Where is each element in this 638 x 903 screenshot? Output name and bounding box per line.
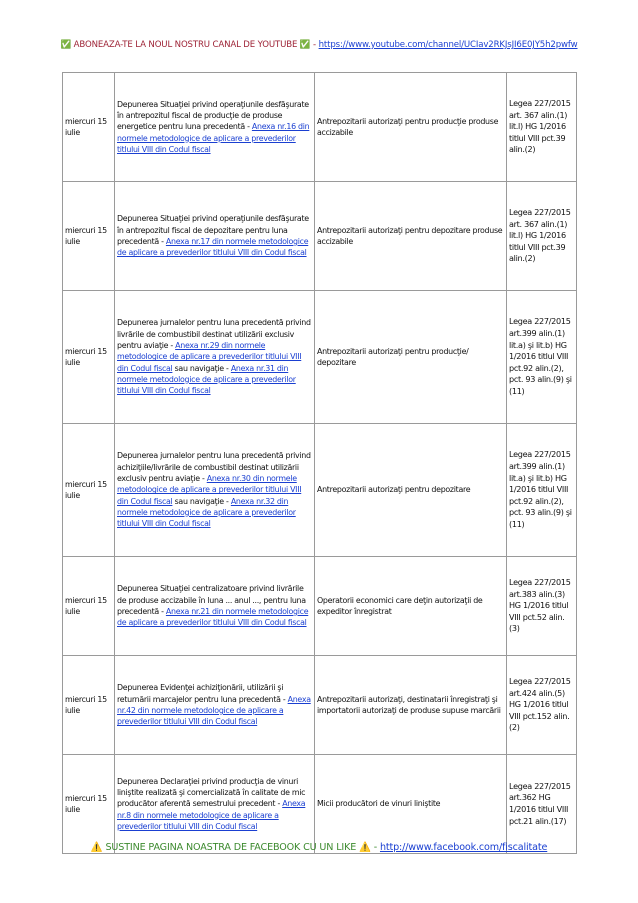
legal-basis-cell: Legea 227/2015 art.424 alin.(5) HG 1/2016 titlul VIII pct.152 alin.(2) (507, 656, 577, 755)
annex-link[interactable]: Anexa nr.8 din normele metodologice de aplicare a prevederilor titlului VIII din Codul fiscal (117, 799, 306, 831)
date-cell: miercuri 15 iulie (63, 182, 115, 291)
legal-basis-cell: Legea 227/2015 art. 367 alin.(1) lit.l) HG 1/2016 titlul VIII pct.39 alin.(2) (507, 182, 577, 291)
table-row (63, 755, 577, 854)
date-cell: miercuri 15 iulie (63, 73, 115, 182)
obligation-cell (115, 656, 315, 755)
taxpayer-cell: Operatorii economici care deţin autorizaţii de expeditor înregistrat (315, 557, 507, 656)
checkmark-icon: ✅ (60, 40, 72, 50)
facebook-page-link[interactable]: http://www.facebook.com/fiscalitate (379, 842, 548, 853)
fiscal-calendar-table (62, 72, 577, 854)
obligation-cell (115, 73, 315, 182)
obligation-text: Depunerea Evidenţei achiziţionării, utilizării şi returnării marcajelor pentru luna precedentă - (117, 683, 288, 704)
taxpayer-cell: Antrepozitarii autorizaţi pentru producţie produse accizabile (315, 73, 507, 182)
annex-link-secondary[interactable]: Anexa nr.31 din normele metodologice de aplicare a prevederilor titlului VIII din Codul fiscal (117, 363, 296, 396)
banner-separator: - (373, 842, 380, 853)
annex-link[interactable]: Anexa nr.30 din normele metodologice de aplicare a prevederilor titlului VIII din Codul fiscal (117, 474, 302, 506)
taxpayer-cell: Antrepozitarii autorizaţi pentru producţie/ depozitare (315, 291, 507, 424)
obligation-cell (115, 557, 315, 656)
date-cell: miercuri 15 iulie (63, 656, 115, 755)
taxpayer-cell: Micii producători de vinuri liniştite (315, 755, 507, 854)
taxpayer-cell: Antrepozitarii autorizaţi, destinatarii înregistraţi şi importatorii autorizaţi de produse supuse marcării (315, 656, 507, 755)
banner-separator: - (313, 40, 319, 50)
legal-basis-cell: Legea 227/2015 art.362 HG 1/2016 titlul VIII pct.21 alin.(17) (507, 755, 577, 854)
annex-link[interactable]: Anexa nr.29 din normele metodologice de aplicare a prevederilor titlului VIII din Codul fiscal (117, 341, 302, 373)
table-row (63, 424, 577, 557)
legal-basis-cell: Legea 227/2015 art.399 alin.(1) lit.a) şi lit.b) HG 1/2016 titlul VIII pct.92 alin.(2), pct. 93 alin.(9) şi (11) (507, 424, 577, 557)
obligation-text: Depunerea Situaţiei centralizatoare privind livrările de produse accizabile în luna ... anul ..., pentru luna precedentă - (117, 584, 306, 616)
legal-basis-cell: Legea 227/2015 art. 367 alin.(1) lit.l) HG 1/2016 titlul VIII pct.39 alin.(2) (507, 73, 577, 182)
table-row (63, 73, 577, 182)
annex-link[interactable]: Anexa nr.17 din normele metodologice de aplicare a prevederilor titlului VIII din Codul fiscal (117, 237, 309, 258)
date-cell: miercuri 15 iulie (63, 755, 115, 854)
facebook-banner (0, 842, 638, 853)
obligation-text: Depunerea jurnalelor pentru luna precedentă privind achiziţiile/livrările de combustibil destinat utilizării exclusiv pentru aviaţie - (117, 451, 311, 484)
youtube-channel-link[interactable]: https://www.youtube.com/channel/UCIav2RKJsJI6E0JY5h2pwfw (318, 40, 578, 50)
table-row (63, 182, 577, 291)
warning-icon: ⚠️ (359, 842, 371, 853)
obligation-cell (115, 291, 315, 424)
annex-link-secondary[interactable]: Anexa nr.32 din normele metodologice de aplicare a prevederilor titlului VIII din Codul fiscal (117, 496, 296, 529)
obligation-text: Depunerea Declaraţiei privind producţia de vinuri liniştite realizată şi comercializată în calitate de mic producător aferentă semestrului precedent - (117, 776, 306, 809)
taxpayer-cell: Antrepozitarii autorizaţi pentru depozitare (315, 424, 507, 557)
annex-link[interactable]: Anexa nr.21 din normele metodologice de aplicare a prevederilor titlului VIII din Codul fiscal (117, 607, 309, 628)
youtube-banner-text: ABONEAZA-TE LA NOUL NOSTRU CANAL DE YOUTUBE (73, 40, 298, 50)
date-cell: miercuri 15 iulie (63, 557, 115, 656)
date-cell: miercuri 15 iulie (63, 291, 115, 424)
obligation-cell (115, 755, 315, 854)
obligation-text: Depunerea Situaţiei privind operaţiunile desfăşurate în antrepozitul fiscal de producţie de produse energetice pentru luna precedentă - (117, 99, 309, 132)
checkmark-icon: ✅ (299, 40, 311, 50)
obligation-cell (115, 424, 315, 557)
obligation-text-mid: sau navigaţie - (172, 363, 231, 373)
taxpayer-cell: Antrepozitarii autorizaţi pentru depozitare produse accizabile (315, 182, 507, 291)
table-row (63, 656, 577, 755)
table-row (63, 557, 577, 656)
date-cell: miercuri 15 iulie (63, 424, 115, 557)
annex-link[interactable]: Anexa nr.42 din normele metodologice de aplicare a prevederilor titlului VIII din Codul fiscal (117, 694, 311, 727)
warning-icon: ⚠️ (90, 842, 103, 853)
obligation-text: Depunerea Situaţiei privind operaţiunile desfăşurate în antrepozitul fiscal de depozitare pentru luna precedentă - (117, 214, 309, 246)
facebook-banner-text: SUSTINE PAGINA NOASTRA DE FACEBOOK CU UN LIKE (105, 842, 357, 853)
table-row (63, 291, 577, 424)
legal-basis-cell: Legea 227/2015 art.399 alin.(1) lit.a) şi lit.b) HG 1/2016 titlul VIII pct.92 alin.(2), pct. 93 alin.(9) şi (11) (507, 291, 577, 424)
legal-basis-cell: Legea 227/2015 art.383 alin.(3) HG 1/2016 titlul VIII pct.52 alin.(3) (507, 557, 577, 656)
annex-link[interactable]: Anexa nr.16 din normele metodologice de aplicare a prevederilor titlului VIII din Codul fiscal (117, 122, 310, 154)
obligation-text: Depunerea jurnalelor pentru luna precedentă privind livrările de combustibil destinat utilizării exclusiv pentru aviaţie - (117, 318, 311, 351)
obligation-text-mid: sau navigaţie - (172, 496, 231, 506)
obligation-cell (115, 182, 315, 291)
youtube-banner (0, 40, 638, 50)
